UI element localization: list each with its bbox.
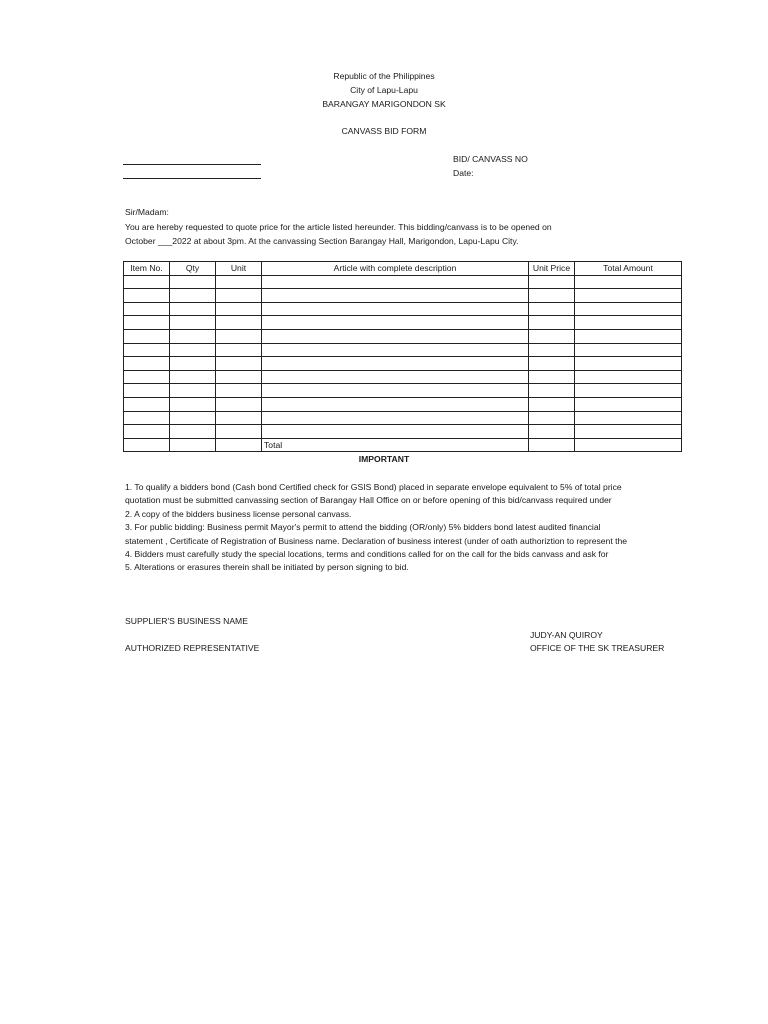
table-cell[interactable] bbox=[529, 438, 575, 452]
col-header-item-no: Item No. bbox=[124, 262, 170, 276]
table-cell[interactable] bbox=[124, 425, 170, 439]
table-cell[interactable] bbox=[216, 384, 262, 398]
treasurer-office: OFFICE OF THE SK TREASURER bbox=[530, 643, 665, 653]
table-cell[interactable] bbox=[170, 411, 216, 425]
total-label: Total bbox=[262, 438, 529, 452]
form-title: CANVASS BID FORM bbox=[341, 126, 427, 136]
table-cell[interactable] bbox=[529, 384, 575, 398]
table-cell[interactable] bbox=[529, 411, 575, 425]
table-cell[interactable] bbox=[124, 302, 170, 316]
important-line: 5. Alterations or erasures therein shall be initiated by person signing to bid. bbox=[125, 562, 409, 573]
table-cell[interactable] bbox=[124, 316, 170, 330]
blank-line-2 bbox=[123, 178, 261, 179]
table-cell[interactable] bbox=[262, 384, 529, 398]
supplier-business-name-label: SUPPLIER'S BUSINESS NAME bbox=[125, 616, 248, 626]
table-cell[interactable] bbox=[216, 275, 262, 289]
blank-line-1 bbox=[123, 164, 261, 165]
col-header-total-amount: Total Amount bbox=[575, 262, 682, 276]
table-cell[interactable] bbox=[216, 397, 262, 411]
table-cell[interactable] bbox=[529, 302, 575, 316]
important-line: quotation must be submitted canvassing section of Barangay Hall Office on or before opening of this bid/canvass required under bbox=[125, 495, 612, 506]
table-cell[interactable] bbox=[529, 357, 575, 371]
table-cell[interactable] bbox=[216, 343, 262, 357]
table-row bbox=[124, 411, 682, 425]
salutation: Sir/Madam: bbox=[125, 207, 169, 217]
col-header-article: Article with complete description bbox=[262, 262, 529, 276]
table-cell[interactable] bbox=[216, 316, 262, 330]
table-cell[interactable] bbox=[170, 316, 216, 330]
table-row bbox=[124, 425, 682, 439]
letter-line-2: October ___2022 at about 3pm. At the canvassing Section Barangay Hall, Marigondon, Lapu-Lapu City. bbox=[125, 236, 519, 246]
important-line: 4. Bidders must carefully study the special locations, terms and conditions called for on the call for the bids canvass and ask for bbox=[125, 549, 609, 560]
table-row bbox=[124, 302, 682, 316]
table-cell[interactable] bbox=[170, 302, 216, 316]
letter-line-1: You are hereby requested to quote price for the article listed hereunder. This bidding/canvass is to be opened on bbox=[125, 222, 552, 232]
table-cell[interactable] bbox=[216, 302, 262, 316]
important-line: statement , Certificate of Registration of Business name. Declaration of business interest (under of oath authoriztion to represent the bbox=[125, 535, 628, 546]
table-cell[interactable] bbox=[262, 397, 529, 411]
table-cell[interactable] bbox=[216, 438, 262, 452]
table-cell[interactable] bbox=[216, 425, 262, 439]
col-header-qty: Qty bbox=[170, 262, 216, 276]
table-row bbox=[124, 370, 682, 384]
table-header-row bbox=[124, 262, 682, 276]
table-cell[interactable] bbox=[216, 357, 262, 371]
table-row bbox=[124, 384, 682, 398]
header-republic: Republic of the Philippines bbox=[333, 71, 435, 81]
table-row bbox=[124, 329, 682, 343]
table-cell[interactable] bbox=[575, 370, 682, 384]
table-row bbox=[124, 289, 682, 303]
important-line: 3. For public bidding: Business permit Mayor's permit to attend the bidding (OR/only) 5% bidders bond latest audited financial bbox=[125, 522, 601, 533]
table-cell[interactable] bbox=[529, 329, 575, 343]
table-cell[interactable] bbox=[124, 357, 170, 371]
table-cell[interactable] bbox=[124, 329, 170, 343]
table-cell[interactable] bbox=[262, 343, 529, 357]
bid-canvass-no-label: BID/ CANVASS NO bbox=[453, 154, 528, 164]
table-cell[interactable] bbox=[216, 329, 262, 343]
table-cell[interactable] bbox=[575, 343, 682, 357]
table-cell[interactable] bbox=[529, 289, 575, 303]
authorized-representative-label: AUTHORIZED REPRESENTATIVE bbox=[125, 643, 260, 653]
table-cell[interactable] bbox=[124, 384, 170, 398]
table-cell[interactable] bbox=[170, 438, 216, 452]
table-cell[interactable] bbox=[124, 397, 170, 411]
table-cell[interactable] bbox=[124, 289, 170, 303]
table-cell[interactable] bbox=[262, 357, 529, 371]
table-cell[interactable] bbox=[124, 343, 170, 357]
table-cell[interactable] bbox=[262, 289, 529, 303]
col-header-unit: Unit bbox=[216, 262, 262, 276]
header-barangay: BARANGAY MARIGONDON SK bbox=[322, 99, 446, 109]
table-cell[interactable] bbox=[529, 370, 575, 384]
table-cell[interactable] bbox=[529, 425, 575, 439]
table-cell[interactable] bbox=[170, 397, 216, 411]
table-cell[interactable] bbox=[262, 425, 529, 439]
date-label: Date: bbox=[453, 168, 474, 178]
table-row bbox=[124, 397, 682, 411]
table-cell[interactable] bbox=[262, 302, 529, 316]
table-cell[interactable] bbox=[575, 411, 682, 425]
col-header-unit-price: Unit Price bbox=[529, 262, 575, 276]
header-city: City of Lapu-Lapu bbox=[350, 85, 418, 95]
table-cell[interactable] bbox=[575, 316, 682, 330]
table-cell[interactable] bbox=[216, 411, 262, 425]
table-row bbox=[124, 357, 682, 371]
table-cell[interactable] bbox=[529, 275, 575, 289]
table-cell[interactable] bbox=[575, 384, 682, 398]
table-cell[interactable] bbox=[575, 397, 682, 411]
table-cell[interactable] bbox=[529, 343, 575, 357]
table-cell[interactable] bbox=[124, 411, 170, 425]
important-title: IMPORTANT bbox=[358, 454, 410, 464]
table-body bbox=[124, 275, 682, 452]
table-cell[interactable] bbox=[216, 370, 262, 384]
table-cell[interactable] bbox=[262, 275, 529, 289]
table-row bbox=[124, 275, 682, 289]
table-cell[interactable] bbox=[170, 357, 216, 371]
table-row bbox=[124, 343, 682, 357]
table-cell[interactable] bbox=[575, 275, 682, 289]
table-cell[interactable] bbox=[170, 275, 216, 289]
table-cell[interactable] bbox=[170, 329, 216, 343]
table-cell[interactable] bbox=[124, 370, 170, 384]
table-cell[interactable] bbox=[170, 425, 216, 439]
table-cell[interactable] bbox=[124, 275, 170, 289]
table-cell[interactable] bbox=[216, 289, 262, 303]
table-cell[interactable] bbox=[575, 357, 682, 371]
table-cell[interactable] bbox=[575, 425, 682, 439]
table-cell[interactable] bbox=[575, 302, 682, 316]
table-cell[interactable] bbox=[575, 438, 682, 452]
table-cell[interactable] bbox=[170, 289, 216, 303]
table-cell[interactable] bbox=[170, 370, 216, 384]
important-line: 2. A copy of the bidders business license personal canvass. bbox=[125, 508, 352, 519]
table-cell[interactable] bbox=[529, 397, 575, 411]
table-cell[interactable] bbox=[575, 289, 682, 303]
table-cell[interactable] bbox=[262, 329, 529, 343]
treasurer-name: JUDY-AN QUIROY bbox=[530, 630, 603, 640]
table-row bbox=[124, 316, 682, 330]
table-cell[interactable] bbox=[262, 411, 529, 425]
table-cell[interactable] bbox=[575, 329, 682, 343]
table-cell[interactable] bbox=[262, 316, 529, 330]
important-list bbox=[125, 481, 627, 575]
table-cell[interactable] bbox=[262, 370, 529, 384]
table-cell[interactable] bbox=[529, 316, 575, 330]
table-cell[interactable] bbox=[124, 438, 170, 452]
canvass-items-table bbox=[123, 261, 682, 452]
table-total-row bbox=[124, 438, 682, 452]
table-cell[interactable] bbox=[170, 384, 216, 398]
table-cell[interactable] bbox=[170, 343, 216, 357]
important-line: 1. To qualify a bidders bond (Cash bond Certified check for GSIS Bond) placed in separate envelope equivalent to 5% of total price bbox=[125, 482, 622, 492]
